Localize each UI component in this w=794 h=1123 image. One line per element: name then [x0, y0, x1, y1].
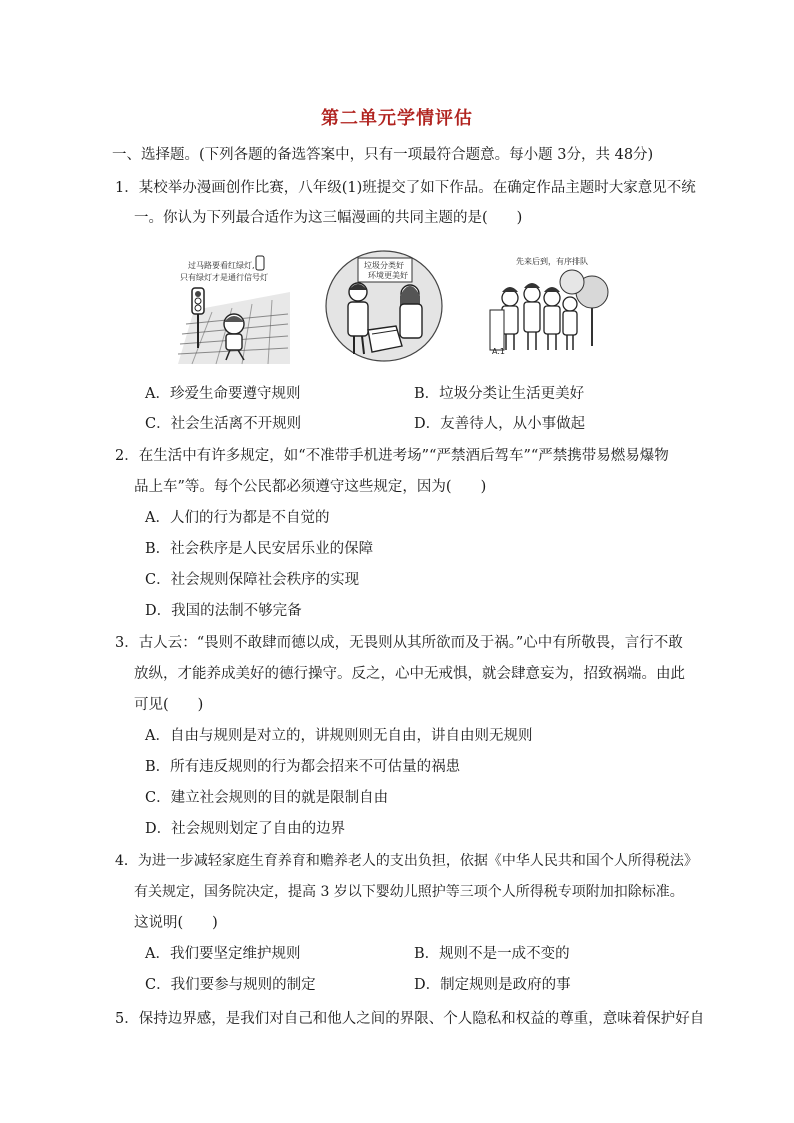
cartoon2-caption-1: 垃圾分类好 [364, 261, 404, 270]
q5-stem-line1: 5．保持边界感，是我们对自己和他人之间的界限、个人隐私和权益的尊重，意味着保护好自 [115, 1011, 705, 1027]
section-heading: 一、选择题。(下列各题的备选答案中，只有一项最符合题意。每小题 3分，共 48分) [112, 147, 654, 163]
q4-stem-line2: 有关规定，国务院决定，提高 3 岁以下婴幼儿照护等三项个人所得税专项附加扣除标准。 [134, 884, 684, 900]
q1-stem-line2: 一。你认为下列最合适作为这三幅漫画的共同主题的是( ) [134, 210, 523, 226]
q4-option-a[interactable]: A．我们要坚定维护规则 [145, 946, 301, 962]
q1-option-c[interactable]: C．社会生活离不开规则 [145, 416, 302, 432]
cartoon3-caption: 先来后到，有序排队 [516, 257, 588, 266]
cartoon1-caption-2: 只有绿灯才是通行信号灯 [180, 273, 268, 282]
q3-stem-line2: 放纵，才能养成美好的德行操守。反之，心中无戒惧，就会肆意妄为，招致祸端。由此 [134, 666, 685, 682]
q1-option-a[interactable]: A．珍爱生命要遵守规则 [145, 386, 301, 402]
q2-option-d[interactable]: D．我国的法制不够完备 [145, 603, 302, 619]
q3-option-a[interactable]: A．自由与规则是对立的，讲规则则无自由，讲自由则无规则 [145, 728, 533, 744]
q1-option-b[interactable]: B．垃圾分类让生活更美好 [414, 386, 585, 402]
svg-text:A.1: A.1 [492, 347, 505, 356]
cartoon-garbage-sorting [324, 248, 444, 364]
q3-option-b[interactable]: B．所有违反规则的行为都会招来不可估量的祸患 [145, 759, 461, 775]
q4-stem-line3: 这说明( ) [134, 915, 218, 931]
q2-option-a[interactable]: A．人们的行为都是不自觉的 [145, 510, 330, 526]
cartoon1-caption-1: 过马路要看红绿灯, [188, 261, 255, 270]
cartoon-queue [480, 250, 620, 364]
q4-option-c[interactable]: C．我们要参与规则的制定 [145, 977, 316, 993]
q3-stem-line3: 可见( ) [134, 697, 204, 713]
q3-option-c[interactable]: C．建立社会规则的目的就是限制自由 [145, 790, 389, 806]
q1-option-d[interactable]: D．友善待人，从小事做起 [414, 416, 586, 432]
q4-option-b[interactable]: B．规则不是一成不变的 [414, 946, 570, 962]
cartoon-traffic-light [172, 252, 292, 370]
q1-stem-line1: 1．某校举办漫画创作比赛，八年级(1)班提交了如下作品。在确定作品主题时大家意见不统 [115, 180, 696, 196]
cartoon2-caption-2: 环境更美好 [368, 271, 408, 280]
q2-stem-line2: 品上车”等。每个公民都必须遵守这些规定，因为( ) [134, 479, 487, 495]
q3-stem-line1: 3．古人云：“畏则不敢肆而德以成，无畏则从其所欲而及于祸。”心中有所敬畏，言行不敢 [115, 635, 683, 651]
q4-option-d[interactable]: D．制定规则是政府的事 [414, 977, 571, 993]
q4-stem-line1: 4．为进一步减轻家庭生育养育和赡养老人的支出负担，依据《中华人民共和国个人所得税法》 [115, 853, 698, 869]
q2-stem-line1: 2．在生活中有许多规定，如“不准带手机进考场”“严禁酒后驾车”“严禁携带易燃易爆物 [115, 448, 669, 464]
q3-option-d[interactable]: D．社会规则划定了自由的边界 [145, 821, 346, 837]
q2-option-b[interactable]: B．社会秩序是人民安居乐业的保障 [145, 541, 374, 557]
page-title: 第二单元学情评估 [321, 108, 473, 129]
q2-option-c[interactable]: C．社会规则保障社会秩序的实现 [145, 572, 360, 588]
